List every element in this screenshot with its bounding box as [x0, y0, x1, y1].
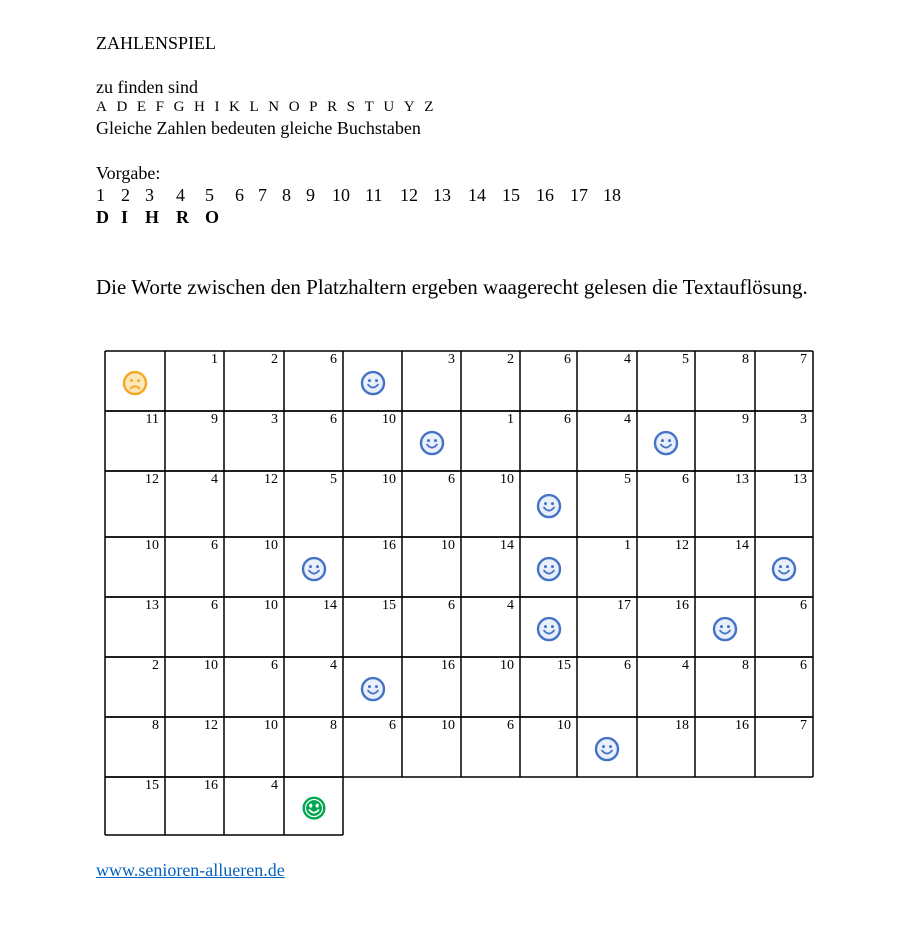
- grid-cell: [695, 351, 755, 411]
- grid-cell: [343, 597, 402, 657]
- rule-text: Gleiche Zahlen bedeuten gleiche Buchstaben: [96, 118, 421, 138]
- grid-cell: [520, 351, 577, 411]
- grid-cell: [224, 471, 284, 537]
- cell-number: 13: [735, 472, 749, 487]
- grid-cell: [637, 411, 695, 471]
- cell-number: 16: [675, 598, 689, 613]
- grid-cell: [402, 471, 461, 537]
- number-item: 3: [145, 185, 154, 205]
- cell-number: 2: [152, 658, 159, 673]
- cell-number: 9: [211, 412, 218, 427]
- grid-cell: [637, 351, 695, 411]
- number-item: 7: [258, 185, 267, 205]
- grid-cell: [577, 411, 637, 471]
- grid-cell: [165, 597, 224, 657]
- smiley-icon: [360, 370, 386, 396]
- grid-cell: [343, 471, 402, 537]
- cell-number: 6: [800, 598, 807, 613]
- smiley-icon: [360, 676, 386, 702]
- cell-number: 12: [264, 472, 278, 487]
- letter-item: Y: [403, 99, 415, 115]
- grid-cell: [577, 717, 637, 777]
- vorgabe-label: Vorgabe:: [96, 163, 161, 183]
- sad-smiley-icon: [122, 370, 148, 396]
- grid-cell: [637, 717, 695, 777]
- number-item: 5: [205, 185, 214, 205]
- cell-number: 4: [682, 658, 689, 673]
- given-letter: H: [145, 207, 160, 227]
- number-item: 17: [570, 185, 588, 205]
- cell-number: 9: [742, 412, 749, 427]
- cell-number: 10: [441, 538, 455, 553]
- cell-number: 4: [271, 778, 278, 793]
- grid-cell: [755, 411, 813, 471]
- grid-cell: [695, 657, 755, 717]
- cell-number: 14: [735, 538, 749, 553]
- grid-cell: [695, 471, 755, 537]
- smiley-icon: [536, 556, 562, 582]
- cell-number: 10: [382, 412, 396, 427]
- smiley-icon: [536, 616, 562, 642]
- grid-cell: [224, 777, 284, 835]
- grid-cell: [402, 717, 461, 777]
- number-item: 4: [176, 185, 185, 205]
- cell-number: 6: [564, 352, 571, 367]
- cell-number: 5: [330, 472, 337, 487]
- cell-number: 6: [448, 472, 455, 487]
- cell-number: 8: [330, 718, 337, 733]
- cell-number: 15: [382, 598, 396, 613]
- grid-cell: [343, 537, 402, 597]
- cell-number: 10: [264, 598, 278, 613]
- smiley-icon: [594, 736, 620, 762]
- cell-number: 10: [145, 538, 159, 553]
- grid-cell: [165, 537, 224, 597]
- grid-cell: [105, 657, 165, 717]
- number-item: 13: [433, 185, 451, 205]
- cell-number: 6: [448, 598, 455, 613]
- smiley-icon: [653, 430, 679, 456]
- cell-number: 4: [211, 472, 218, 487]
- grid-cell: [520, 717, 577, 777]
- cell-number: 7: [800, 718, 807, 733]
- cell-number: 6: [800, 658, 807, 673]
- grid-cell: [402, 537, 461, 597]
- grid-cell: [461, 411, 520, 471]
- cell-number: 10: [264, 538, 278, 553]
- grid-cell: [637, 657, 695, 717]
- cell-number: 1: [211, 352, 218, 367]
- cell-number: 10: [500, 658, 514, 673]
- grid-cell: [402, 351, 461, 411]
- grid-cell: [224, 411, 284, 471]
- letter-item: S: [346, 99, 356, 115]
- grid-cell: [461, 537, 520, 597]
- grid-cell: [695, 537, 755, 597]
- cell-number: 12: [145, 472, 159, 487]
- given-letter: R: [176, 207, 189, 227]
- grid-cell: [520, 597, 577, 657]
- grid-cell: [105, 411, 165, 471]
- given-letter: I: [121, 207, 129, 227]
- number-item: 18: [603, 185, 621, 205]
- grid-cell: [343, 411, 402, 471]
- cell-number: 6: [211, 598, 218, 613]
- letter-item: Z: [424, 99, 434, 115]
- grid-cell: [755, 597, 813, 657]
- description-text: Die Worte zwischen den Platzhaltern ergeben waagerecht gelesen die Textauflösung.: [96, 275, 808, 299]
- grid-cell: [105, 717, 165, 777]
- grid-cell: [224, 597, 284, 657]
- cell-number: 14: [323, 598, 337, 613]
- cell-number: 16: [441, 658, 455, 673]
- cell-number: 6: [507, 718, 514, 733]
- letter-item: F: [155, 99, 164, 115]
- grid-cell: [520, 657, 577, 717]
- grid-cell: [461, 351, 520, 411]
- cell-number: 6: [682, 472, 689, 487]
- cell-number: 10: [557, 718, 571, 733]
- cell-number: 10: [204, 658, 218, 673]
- grid-cell: [224, 657, 284, 717]
- number-item: 9: [306, 185, 315, 205]
- cell-number: 5: [682, 352, 689, 367]
- cell-number: 3: [448, 352, 455, 367]
- page-title: ZAHLENSPIEL: [96, 33, 216, 53]
- cell-number: 1: [507, 412, 514, 427]
- grid-cell: [577, 597, 637, 657]
- letter-item: U: [383, 99, 395, 115]
- grid-cell: [755, 351, 813, 411]
- cell-number: 13: [793, 472, 807, 487]
- grid-cell: [402, 657, 461, 717]
- grid-cell: [284, 717, 343, 777]
- cell-number: 4: [624, 352, 631, 367]
- letter-item: D: [116, 99, 128, 115]
- number-item: 8: [282, 185, 291, 205]
- green-smiley-icon: [301, 795, 327, 821]
- cell-number: 1: [624, 538, 631, 553]
- grid-cell: [284, 537, 343, 597]
- cell-number: 12: [204, 718, 218, 733]
- grid-cell: [755, 717, 813, 777]
- grid-cell: [343, 351, 402, 411]
- cell-number: 12: [675, 538, 689, 553]
- smiley-icon: [419, 430, 445, 456]
- cell-number: 18: [675, 718, 689, 733]
- letter-item: R: [327, 99, 338, 115]
- grid-cell: [224, 537, 284, 597]
- number-item: 10: [332, 185, 350, 205]
- number-item: 1: [96, 185, 105, 205]
- cell-number: 5: [624, 472, 631, 487]
- grid-cell: [284, 471, 343, 537]
- grid-cell: [165, 351, 224, 411]
- smiley-icon: [301, 556, 327, 582]
- cell-number: 6: [564, 412, 571, 427]
- grid-cell: [520, 411, 577, 471]
- cell-number: 4: [624, 412, 631, 427]
- number-item: 12: [400, 185, 418, 205]
- cell-number: 4: [330, 658, 337, 673]
- grid-cell: [284, 657, 343, 717]
- grid-cell: [695, 717, 755, 777]
- cell-number: 6: [330, 352, 337, 367]
- cell-number: 14: [500, 538, 514, 553]
- grid-cell: [637, 597, 695, 657]
- grid-cell: [343, 717, 402, 777]
- letter-item: G: [173, 99, 185, 115]
- website-link[interactable]: www.senioren-allueren.de: [96, 860, 285, 880]
- cell-number: 10: [500, 472, 514, 487]
- grid-cell: [520, 537, 577, 597]
- grid-cell: [284, 777, 343, 835]
- grid-cell: [755, 537, 813, 597]
- grid-cell: [284, 411, 343, 471]
- cell-number: 6: [271, 658, 278, 673]
- grid-cell: [461, 657, 520, 717]
- cell-number: 6: [211, 538, 218, 553]
- cell-number: 2: [271, 352, 278, 367]
- cell-number: 11: [145, 412, 159, 427]
- grid-cell: [577, 471, 637, 537]
- grid-cell: [402, 597, 461, 657]
- cell-number: 8: [742, 658, 749, 673]
- cell-number: 16: [382, 538, 396, 553]
- grid-cell: [577, 351, 637, 411]
- number-item: 15: [502, 185, 520, 205]
- grid-cell: [224, 717, 284, 777]
- letter-item: T: [364, 99, 374, 115]
- cell-number: 16: [735, 718, 749, 733]
- letter-item: K: [229, 99, 240, 115]
- grid-cell: [695, 411, 755, 471]
- number-item: 14: [468, 185, 486, 205]
- number-item: 11: [365, 185, 383, 205]
- grid-cell: [224, 351, 284, 411]
- grid-cell: [165, 717, 224, 777]
- letter-item: P: [309, 99, 318, 115]
- number-item: 2: [121, 185, 130, 205]
- number-item: 6: [235, 185, 244, 205]
- grid-cell: [461, 717, 520, 777]
- grid-cell: [755, 657, 813, 717]
- grid-cell: [165, 471, 224, 537]
- letter-item: E: [136, 99, 147, 115]
- number-item: 16: [536, 185, 554, 205]
- cell-number: 2: [507, 352, 514, 367]
- grid-cell: [637, 471, 695, 537]
- grid-cell: [755, 471, 813, 537]
- letter-item: H: [194, 99, 205, 115]
- cell-number: 17: [617, 598, 631, 613]
- grid-cell: [520, 471, 577, 537]
- cell-number: 7: [800, 352, 807, 367]
- grid-cell: [165, 411, 224, 471]
- grid-cell: [105, 471, 165, 537]
- cell-number: 6: [389, 718, 396, 733]
- cell-number: 16: [204, 778, 218, 793]
- grid-cell: [284, 597, 343, 657]
- given-letter: D: [96, 207, 109, 227]
- cell-number: 13: [145, 598, 159, 613]
- grid-cell: [105, 537, 165, 597]
- cell-number: 3: [800, 412, 807, 427]
- given-letter: O: [205, 207, 220, 227]
- cell-number: 8: [742, 352, 749, 367]
- grid-cell: [165, 777, 224, 835]
- grid-cell: [165, 657, 224, 717]
- cell-number: 10: [264, 718, 278, 733]
- cell-number: 6: [624, 658, 631, 673]
- cell-number: 4: [507, 598, 514, 613]
- smiley-icon: [712, 616, 738, 642]
- grid-cell: [343, 657, 402, 717]
- grid-cell: [105, 351, 165, 411]
- smiley-icon: [536, 493, 562, 519]
- grid-cell: [461, 471, 520, 537]
- intro-text: zu finden sind: [96, 77, 198, 97]
- cell-number: 15: [145, 778, 159, 793]
- letter-item: N: [268, 99, 280, 115]
- cell-number: 10: [441, 718, 455, 733]
- grid-cell: [105, 777, 165, 835]
- cell-number: 8: [152, 718, 159, 733]
- grid-cell: [577, 537, 637, 597]
- letter-item: L: [249, 99, 259, 115]
- cell-number: 15: [557, 658, 571, 673]
- letter-item: O: [288, 99, 300, 115]
- grid-cell: [461, 597, 520, 657]
- grid-cell: [637, 537, 695, 597]
- cell-number: 6: [330, 412, 337, 427]
- smiley-icon: [771, 556, 797, 582]
- cell-number: 3: [271, 412, 278, 427]
- cell-number: 10: [382, 472, 396, 487]
- grid-cell: [284, 351, 343, 411]
- grid-cell: [695, 597, 755, 657]
- letter-item: A: [96, 99, 107, 115]
- letter-item: I: [214, 99, 220, 115]
- letters-to-find: [96, 99, 443, 116]
- grid-cell: [577, 657, 637, 717]
- grid-cell: [402, 411, 461, 471]
- grid-cell: [105, 597, 165, 657]
